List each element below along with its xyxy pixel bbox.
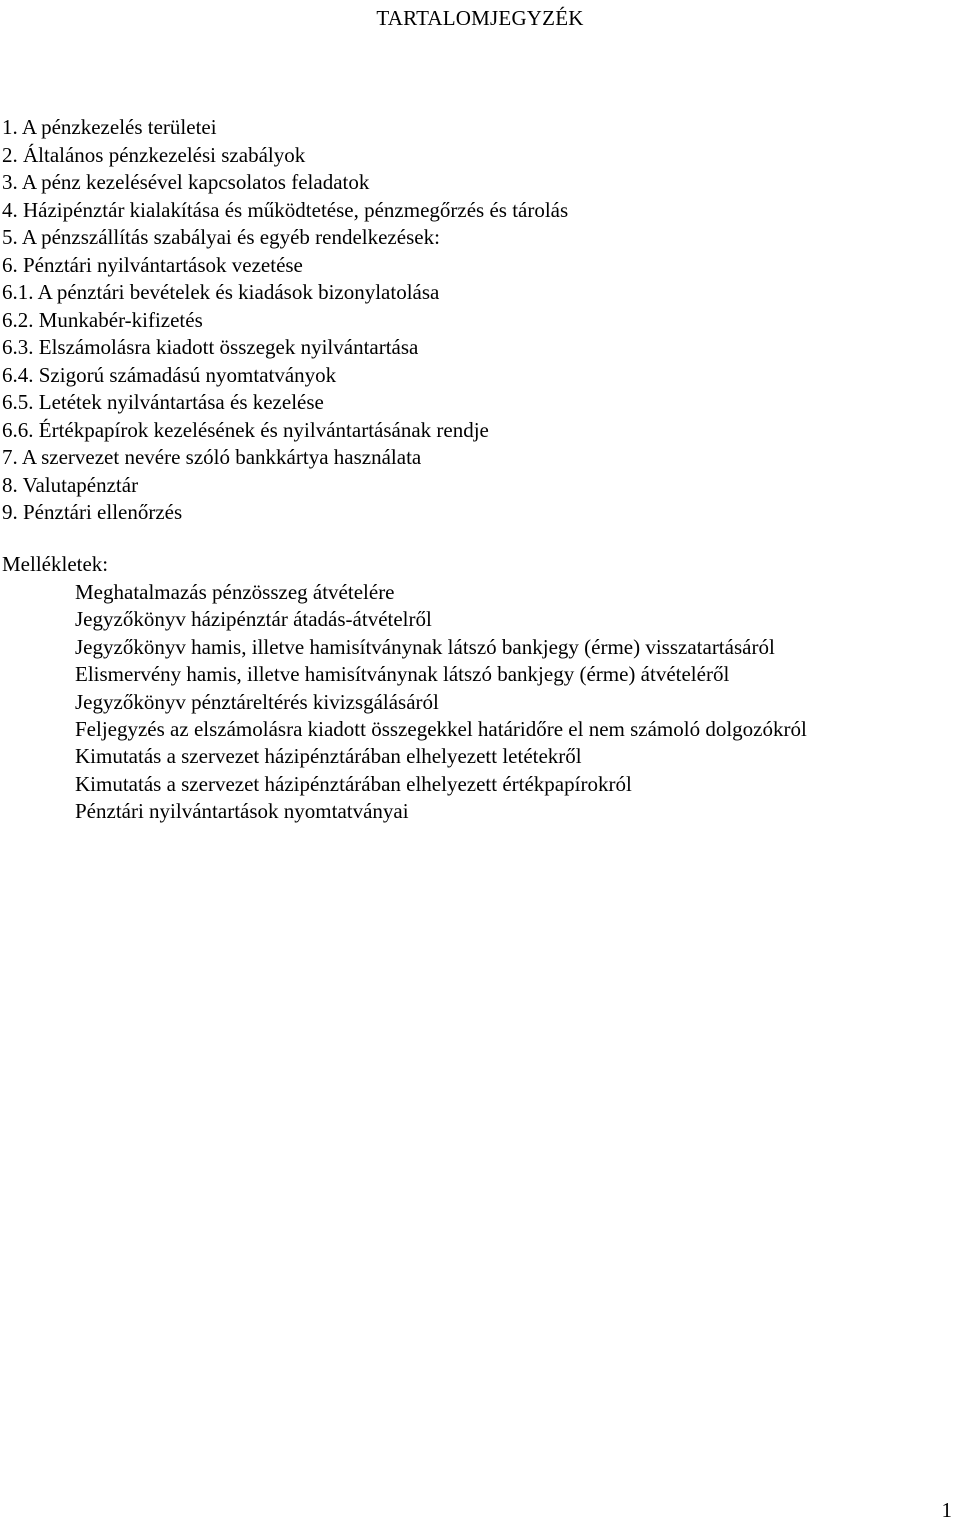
toc-item: 2. Általános pénzkezelési szabályok [2,142,306,167]
annex-item: Elismervény hamis, illetve hamisítványnak látszó bankjegy (érme) átvételéről [75,662,730,687]
toc-item: 3. A pénz kezelésével kapcsolatos feladatok [2,170,370,194]
toc-item: 1. A pénzkezelés területei [2,115,217,139]
annex-item: Jegyzőkönyv pénztáreltérés kivizsgálásáról [75,689,439,714]
annex-list [75,579,807,826]
toc-item: 7. A szervezet nevére szóló bankkártya használata [2,445,422,469]
annex-item: Feljegyzés az elszámolásra kiadott összegekkel határidőre el nem számoló dolgozókról [75,716,807,741]
toc-item: 4. Házipénztár kialakítása és működtetése, pénzmegőrzés és tárolás [2,197,569,222]
toc-item: 6.4. Szigorú számadású nyomtatványok [2,362,337,387]
toc-item: 9. Pénztári ellenőrzés [2,500,183,524]
toc-item: 6.5. Letétek nyilvántartása és kezelése [2,390,324,414]
toc-item: 6. Pénztári nyilvántartások vezetése [2,252,303,277]
toc-item: 6.1. A pénztári bevételek és kiadások bizonylatolása [2,280,440,304]
toc-item: 8. Valutapénztár [2,472,139,497]
annex-item: Pénztári nyilvántartások nyomtatványai [75,799,409,824]
toc-item: 6.3. Elszámolásra kiadott összegek nyilvántartása [2,335,419,359]
page-number: 1 [941,1498,952,1522]
annex-item: Meghatalmazás pénzösszeg átvételére [75,580,395,604]
annex-item: Jegyzőkönyv házipénztár átadás-átvételről [75,607,432,632]
page-title: TARTALOMJEGYZÉK [376,6,584,30]
toc-item: 6.6. Értékpapírok kezelésének és nyilvántartásának rendje [2,417,489,442]
annex-item: Kimutatás a szervezet házipénztárában elhelyezett letétekről [75,744,582,769]
annex-item: Jegyzőkönyv hamis, illetve hamisítványnak látszó bankjegy (érme) visszatartásáról [75,634,775,659]
table-of-contents [2,114,568,527]
annex-heading: Mellékletek: [2,552,109,576]
toc-item: 5. A pénzszállítás szabályai és egyéb rendelkezések: [2,225,440,249]
annex-item: Kimutatás a szervezet házipénztárában elhelyezett értékpapírokról [75,771,632,796]
toc-item: 6.2. Munkabér-kifizetés [2,307,203,332]
